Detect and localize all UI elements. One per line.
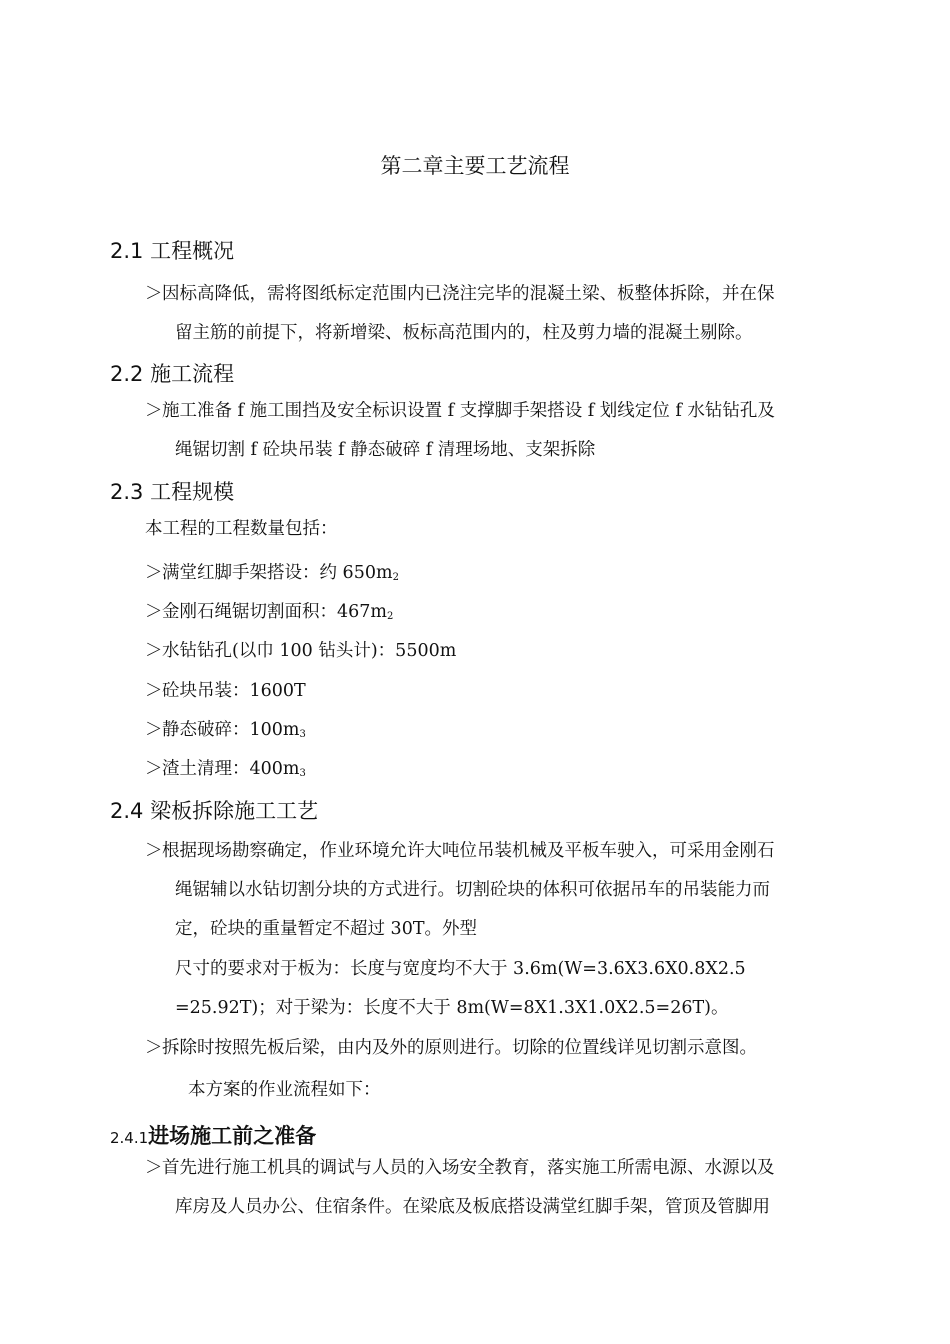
scale-item: ＞金刚石绳锯切割面积：$467m_2$	[145, 602, 394, 622]
bullet-marker: ＞	[145, 602, 163, 622]
section-heading-2-4: 2.4 梁板拆除施工工艺	[110, 799, 319, 823]
section-heading-2-2: 2.2 施工流程	[110, 362, 235, 386]
paragraph-line: 本方案的作业流程如下：	[188, 1080, 381, 1100]
intro-line: 本工程的工程数量包括：	[145, 519, 338, 539]
scale-item: ＞静态破碎：$100m_3$	[145, 720, 306, 740]
paragraph-line: ＞施工准备 f 施工围挡及安全标识设置 f 支撑脚手架搭设 f 划线定位 f 水钻钻孔及	[145, 401, 775, 421]
scale-item: ＞渣土清理：$400m_3$	[145, 759, 306, 779]
bullet-marker: ＞	[145, 563, 163, 583]
paragraph-line: 库房及人员办公、住宿条件。在梁底及板底搭设满堂红脚手架，管顶及管脚用	[175, 1197, 770, 1217]
scale-item: ＞满堂红脚手架搭设：约 $650m_2$	[145, 563, 399, 583]
paragraph-line: 定，砼块的重量暂定不超过 30T。外型	[175, 919, 478, 939]
bullet-marker: ＞	[145, 1158, 163, 1178]
paragraph-line: =25.92T)；对于梁为：长度不大于 8m(W=8X1.3X1.0X2.5=26T)。	[175, 998, 729, 1018]
bullet-marker: ＞	[145, 1038, 163, 1058]
paragraph-line: 尺寸的要求对于板为：长度与宽度均不大于 3.6m(W=3.6X3.6X0.8X2.5	[175, 959, 746, 979]
bullet-marker: ＞	[145, 841, 163, 861]
bullet-marker: ＞	[145, 759, 163, 779]
paragraph-line: 绳锯辅以水钻切割分块的方式进行。切割砼块的体积可依据吊车的吊装能力而	[175, 880, 770, 900]
paragraph-line: ＞拆除时按照先板后梁，由内及外的原则进行。切除的位置线详见切割示意图。	[145, 1038, 757, 1058]
section-heading-2-1: 2.1 工程概况	[110, 239, 235, 263]
bullet-marker: ＞	[145, 401, 163, 421]
paragraph-line: ＞首先进行施工机具的调试与人员的入场安全教育，落实施工所需电源、水源以及	[145, 1158, 775, 1178]
bullet-marker: ＞	[145, 720, 163, 740]
section-heading-2-3: 2.3 工程规模	[110, 480, 235, 504]
chapter-title: 第二章主要工艺流程	[380, 154, 570, 178]
bullet-marker: ＞	[145, 681, 163, 701]
paragraph-line: 绳锯切割 f 砼块吊装 f 静态破碎 f 清理场地、支架拆除	[175, 440, 596, 460]
paragraph-line: ＞根据现场勘察确定，作业环境允许大吨位吊装机械及平板车驶入，可采用金刚石	[145, 841, 775, 861]
subsection-heading-2-4-1: 2.4.1进场施工前之准备	[110, 1124, 317, 1148]
paragraph-line: ＞因标高降低，需将图纸标定范围内已浇注完毕的混凝土梁、板整体拆除，并在保	[145, 284, 775, 304]
scale-item: ＞砼块吊装：1600T	[145, 681, 306, 701]
bullet-marker: ＞	[145, 641, 163, 661]
bullet-marker: ＞	[145, 284, 163, 304]
scale-item: ＞水钻钻孔(以巾 100 钻头计)：5500m	[145, 641, 457, 661]
paragraph-line: 留主筋的前提下，将新增梁、板标高范围内的，柱及剪力墙的混凝土剔除。	[175, 323, 753, 343]
